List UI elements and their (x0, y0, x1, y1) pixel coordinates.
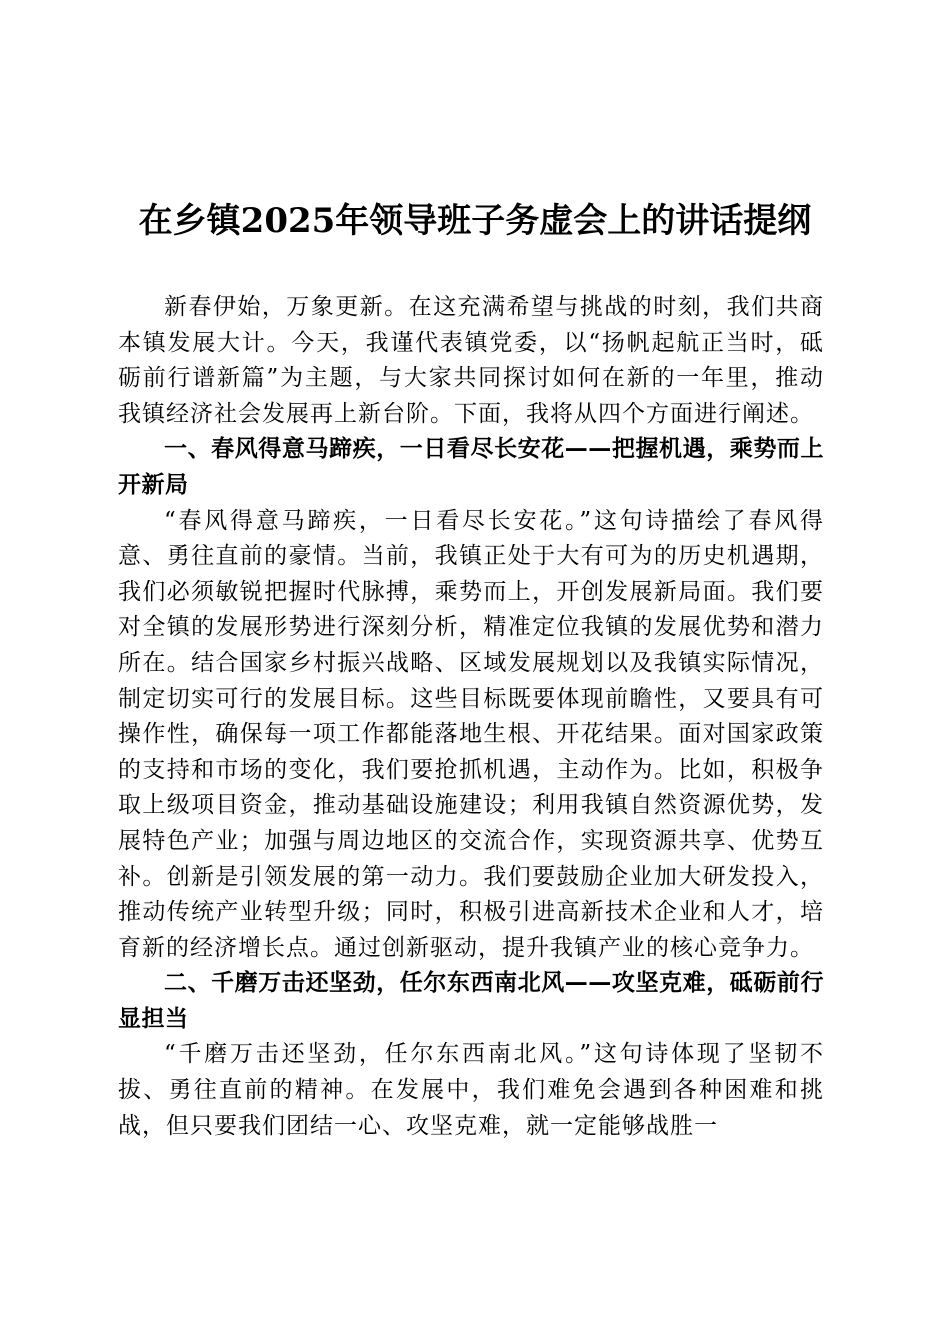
section-heading-1: 一、春风得意马蹄疾，一日看尽长安花——把握机遇，乘势而上开新局 (118, 436, 824, 498)
paragraph-section-1: “春风得意马蹄疾，一日看尽长安花。”这句诗描绘了春风得意、勇往直前的豪情。当前，我镇正处于大有可为的历史机遇期，我们必须敏锐把握时代脉搏，乘势而上，开创发展新局面。我们要对全镇的发展形势进行深刻分析，精准定位我镇的发展优势和潜力所在。结合国家乡村振兴战略、区域发展规划以及我镇实际情况，制定切实可行的发展目标。这些目标既要体现前瞻性，又要具有可操作性，确保每一项工作都能落地生根、开花结果。面对国家政策的支持和市场的变化，我们要抢抓机遇，主动作为。比如，积极争取上级项目资金，推动基础设施建设；利用我镇自然资源优势，发展特色产业；加强与周边地区的交流合作，实现资源共享、优势互补。创新是引领发展的第一动力。我们要鼓励企业加大研发投入，推动传统产业转型升级；同时，积极引进高新技术企业和人才，培育新的经济增长点。通过创新驱动，提升我镇产业的核心竞争力。 (118, 507, 824, 961)
section-heading-2: 二、千磨万击还坚劲，任尔东西南北风——攻坚克难，砥砺前行显担当 (118, 970, 824, 1032)
paragraph-section-2: “千磨万击还坚劲，任尔东西南北风。”这句诗体现了坚韧不拔、勇往直前的精神。在发展中，我们难免会遇到各种困难和挑战，但只要我们团结一心、攻坚克难，就一定能够战胜一 (118, 1041, 824, 1139)
paragraph-intro: 新春伊始，万象更新。在这充满希望与挑战的时刻，我们共商本镇发展大计。今天，我谨代表镇党委，以“扬帆起航正当时，砥砺前行谱新篇”为主题，与大家共同探讨如何在新的一年里，推动我镇经济社会发展再上新台阶。下面，我将从四个方面进行阐述。 (118, 294, 824, 427)
document-title: 在乡镇2025年领导班子务虚会上的讲话提纲 (138, 201, 812, 241)
document-body (118, 290, 824, 1144)
